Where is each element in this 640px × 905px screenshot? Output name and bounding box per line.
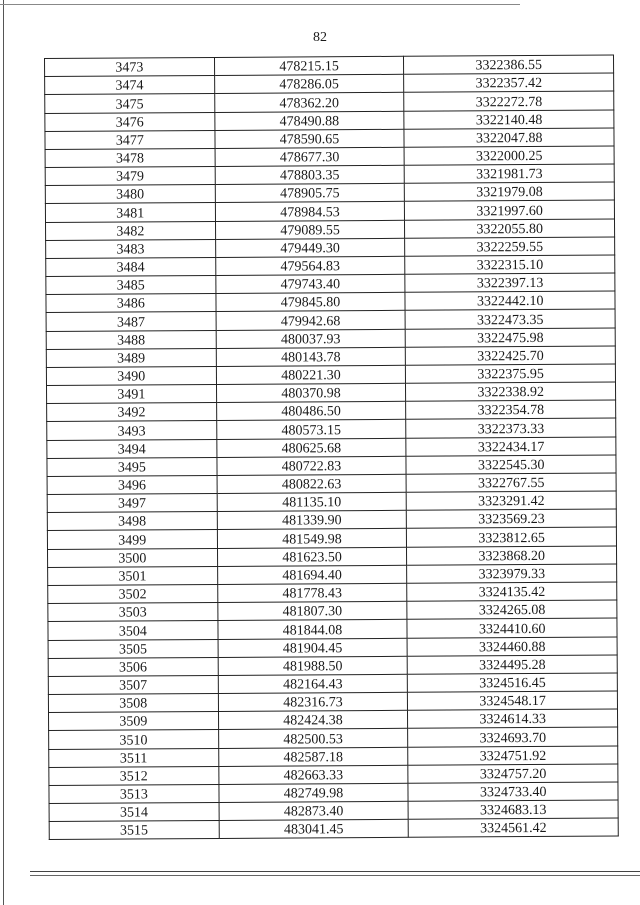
x-coordinate-cell: 480221.30 xyxy=(216,365,406,384)
y-coordinate-cell: 3322375.95 xyxy=(406,364,616,383)
table-row xyxy=(49,818,618,840)
point-number-cell: 3505 xyxy=(48,639,218,658)
x-coordinate-cell: 480486.50 xyxy=(216,402,406,421)
y-coordinate-cell: 3322315.10 xyxy=(405,255,615,274)
x-coordinate-cell: 479743.40 xyxy=(215,274,405,293)
y-coordinate-cell: 3323291.42 xyxy=(407,491,617,510)
point-number-cell: 3512 xyxy=(49,766,219,785)
point-number-cell: 3502 xyxy=(48,584,218,603)
point-number-cell: 3490 xyxy=(46,366,216,385)
y-coordinate-cell: 3324733.40 xyxy=(408,782,618,801)
y-coordinate-cell: 3322000.25 xyxy=(404,146,614,165)
y-coordinate-cell: 3323569.23 xyxy=(407,509,617,528)
coordinates-table xyxy=(44,55,619,841)
y-coordinate-cell: 3324135.42 xyxy=(407,582,617,601)
y-coordinate-cell: 3323812.65 xyxy=(407,527,617,546)
y-coordinate-cell: 3324548.17 xyxy=(408,691,618,710)
point-number-cell: 3482 xyxy=(46,221,216,240)
y-coordinate-cell: 3322357.42 xyxy=(404,73,614,92)
y-coordinate-cell: 3324693.70 xyxy=(408,727,618,746)
x-coordinate-cell: 481623.50 xyxy=(217,547,407,566)
x-coordinate-cell: 478984.53 xyxy=(215,202,405,221)
x-coordinate-cell: 480573.15 xyxy=(216,420,406,439)
point-number-cell: 3478 xyxy=(45,148,215,167)
point-number-cell: 3484 xyxy=(46,257,216,276)
top-rule xyxy=(0,4,520,5)
point-number-cell: 3503 xyxy=(48,603,218,622)
y-coordinate-cell: 3324561.42 xyxy=(409,818,619,837)
x-coordinate-cell: 479089.55 xyxy=(215,220,405,239)
x-coordinate-cell: 481339.90 xyxy=(217,511,407,530)
coordinates-table-body xyxy=(45,55,619,840)
point-number-cell: 3514 xyxy=(49,802,219,821)
point-number-cell: 3509 xyxy=(48,712,218,731)
y-coordinate-cell: 3322442.10 xyxy=(405,291,615,310)
point-number-cell: 3513 xyxy=(49,784,219,803)
point-number-cell: 3501 xyxy=(48,566,218,585)
x-coordinate-cell: 479449.30 xyxy=(215,238,405,257)
point-number-cell: 3499 xyxy=(47,530,217,549)
y-coordinate-cell: 3322545.30 xyxy=(406,455,616,474)
point-number-cell: 3506 xyxy=(48,657,218,676)
y-coordinate-cell: 3322397.13 xyxy=(405,273,615,292)
point-number-cell: 3487 xyxy=(46,312,216,331)
y-coordinate-cell: 3324265.08 xyxy=(407,600,617,619)
x-coordinate-cell: 482500.53 xyxy=(218,729,408,748)
y-coordinate-cell: 3321997.60 xyxy=(405,200,615,219)
y-coordinate-cell: 3322047.88 xyxy=(404,128,614,147)
point-number-cell: 3480 xyxy=(45,185,215,204)
y-coordinate-cell: 3324516.45 xyxy=(408,673,618,692)
y-coordinate-cell: 3322338.92 xyxy=(406,382,616,401)
x-coordinate-cell: 482587.18 xyxy=(218,747,408,766)
x-coordinate-cell: 481135.10 xyxy=(217,492,407,511)
x-coordinate-cell: 480143.78 xyxy=(216,347,406,366)
y-coordinate-cell: 3322259.55 xyxy=(405,237,615,256)
x-coordinate-cell: 478362.20 xyxy=(214,93,404,112)
y-coordinate-cell: 3321979.08 xyxy=(405,182,615,201)
x-coordinate-cell: 478677.30 xyxy=(215,147,405,166)
y-coordinate-cell: 3324757.20 xyxy=(408,764,618,783)
point-number-cell: 3491 xyxy=(47,385,217,404)
point-number-cell: 3492 xyxy=(47,403,217,422)
x-coordinate-cell: 481844.08 xyxy=(218,620,408,639)
y-coordinate-cell: 3323868.20 xyxy=(407,546,617,565)
point-number-cell: 3481 xyxy=(45,203,215,222)
point-number-cell: 3485 xyxy=(46,276,216,295)
y-coordinate-cell: 3324410.60 xyxy=(407,618,617,637)
y-coordinate-cell: 3324460.88 xyxy=(407,637,617,656)
x-coordinate-cell: 481549.98 xyxy=(217,529,407,548)
x-coordinate-cell: 483041.45 xyxy=(219,820,409,839)
point-number-cell: 3496 xyxy=(47,475,217,494)
x-coordinate-cell: 480037.93 xyxy=(216,329,406,348)
point-number-cell: 3497 xyxy=(47,494,217,513)
point-number-cell: 3475 xyxy=(45,94,215,113)
y-coordinate-cell: 3322475.98 xyxy=(406,328,616,347)
x-coordinate-cell: 481904.45 xyxy=(218,638,408,657)
y-coordinate-cell: 3324683.13 xyxy=(408,800,618,819)
point-number-cell: 3488 xyxy=(46,330,216,349)
point-number-cell: 3479 xyxy=(45,166,215,185)
page-number: 82 xyxy=(313,30,327,45)
x-coordinate-cell: 479564.83 xyxy=(215,256,405,275)
point-number-cell: 3498 xyxy=(47,512,217,531)
y-coordinate-cell: 3322140.48 xyxy=(404,110,614,129)
point-number-cell: 3500 xyxy=(48,548,218,567)
y-coordinate-cell: 3322055.80 xyxy=(405,219,615,238)
x-coordinate-cell: 482316.73 xyxy=(218,692,408,711)
point-number-cell: 3474 xyxy=(45,76,215,95)
point-number-cell: 3510 xyxy=(49,730,219,749)
bottom-rule-secondary xyxy=(30,875,640,876)
x-coordinate-cell: 480822.63 xyxy=(217,474,407,493)
point-number-cell: 3504 xyxy=(48,621,218,640)
x-coordinate-cell: 482749.98 xyxy=(219,783,409,802)
y-coordinate-cell: 3322272.78 xyxy=(404,91,614,110)
point-number-cell: 3477 xyxy=(45,130,215,149)
x-coordinate-cell: 482424.38 xyxy=(218,710,408,729)
x-coordinate-cell: 478215.15 xyxy=(214,56,404,75)
y-coordinate-cell: 3324495.28 xyxy=(408,655,618,674)
y-coordinate-cell: 3322386.55 xyxy=(404,55,614,74)
point-number-cell: 3495 xyxy=(47,457,217,476)
y-coordinate-cell: 3323979.33 xyxy=(407,564,617,583)
point-number-cell: 3486 xyxy=(46,294,216,313)
point-number-cell: 3489 xyxy=(46,348,216,367)
y-coordinate-cell: 3322373.33 xyxy=(406,418,616,437)
point-number-cell: 3473 xyxy=(45,57,215,76)
page-left-border xyxy=(3,0,4,905)
point-number-cell: 3494 xyxy=(47,439,217,458)
y-coordinate-cell: 3321981.73 xyxy=(405,164,615,183)
x-coordinate-cell: 478803.35 xyxy=(215,165,405,184)
bottom-rule xyxy=(30,871,640,872)
x-coordinate-cell: 480370.98 xyxy=(216,383,406,402)
point-number-cell: 3483 xyxy=(46,239,216,258)
x-coordinate-cell: 481807.30 xyxy=(217,601,407,620)
x-coordinate-cell: 479942.68 xyxy=(216,311,406,330)
x-coordinate-cell: 481988.50 xyxy=(218,656,408,675)
y-coordinate-cell: 3322354.78 xyxy=(406,400,616,419)
point-number-cell: 3508 xyxy=(48,693,218,712)
x-coordinate-cell: 480625.68 xyxy=(216,438,406,457)
x-coordinate-cell: 482873.40 xyxy=(219,801,409,820)
y-coordinate-cell: 3322434.17 xyxy=(406,437,616,456)
x-coordinate-cell: 482663.33 xyxy=(218,765,408,784)
point-number-cell: 3511 xyxy=(49,748,219,767)
y-coordinate-cell: 3324614.33 xyxy=(408,709,618,728)
point-number-cell: 3515 xyxy=(49,821,219,840)
x-coordinate-cell: 478490.88 xyxy=(214,111,404,130)
x-coordinate-cell: 478286.05 xyxy=(214,74,404,93)
x-coordinate-cell: 481694.40 xyxy=(217,565,407,584)
x-coordinate-cell: 481778.43 xyxy=(217,583,407,602)
y-coordinate-cell: 3322767.55 xyxy=(406,473,616,492)
x-coordinate-cell: 479845.80 xyxy=(216,293,406,312)
x-coordinate-cell: 482164.43 xyxy=(218,674,408,693)
y-coordinate-cell: 3322473.35 xyxy=(405,309,615,328)
x-coordinate-cell: 478905.75 xyxy=(215,184,405,203)
y-coordinate-cell: 3324751.92 xyxy=(408,746,618,765)
point-number-cell: 3507 xyxy=(48,675,218,694)
point-number-cell: 3476 xyxy=(45,112,215,131)
x-coordinate-cell: 478590.65 xyxy=(215,129,405,148)
point-number-cell: 3493 xyxy=(47,421,217,440)
y-coordinate-cell: 3322425.70 xyxy=(406,346,616,365)
x-coordinate-cell: 480722.83 xyxy=(217,456,407,475)
